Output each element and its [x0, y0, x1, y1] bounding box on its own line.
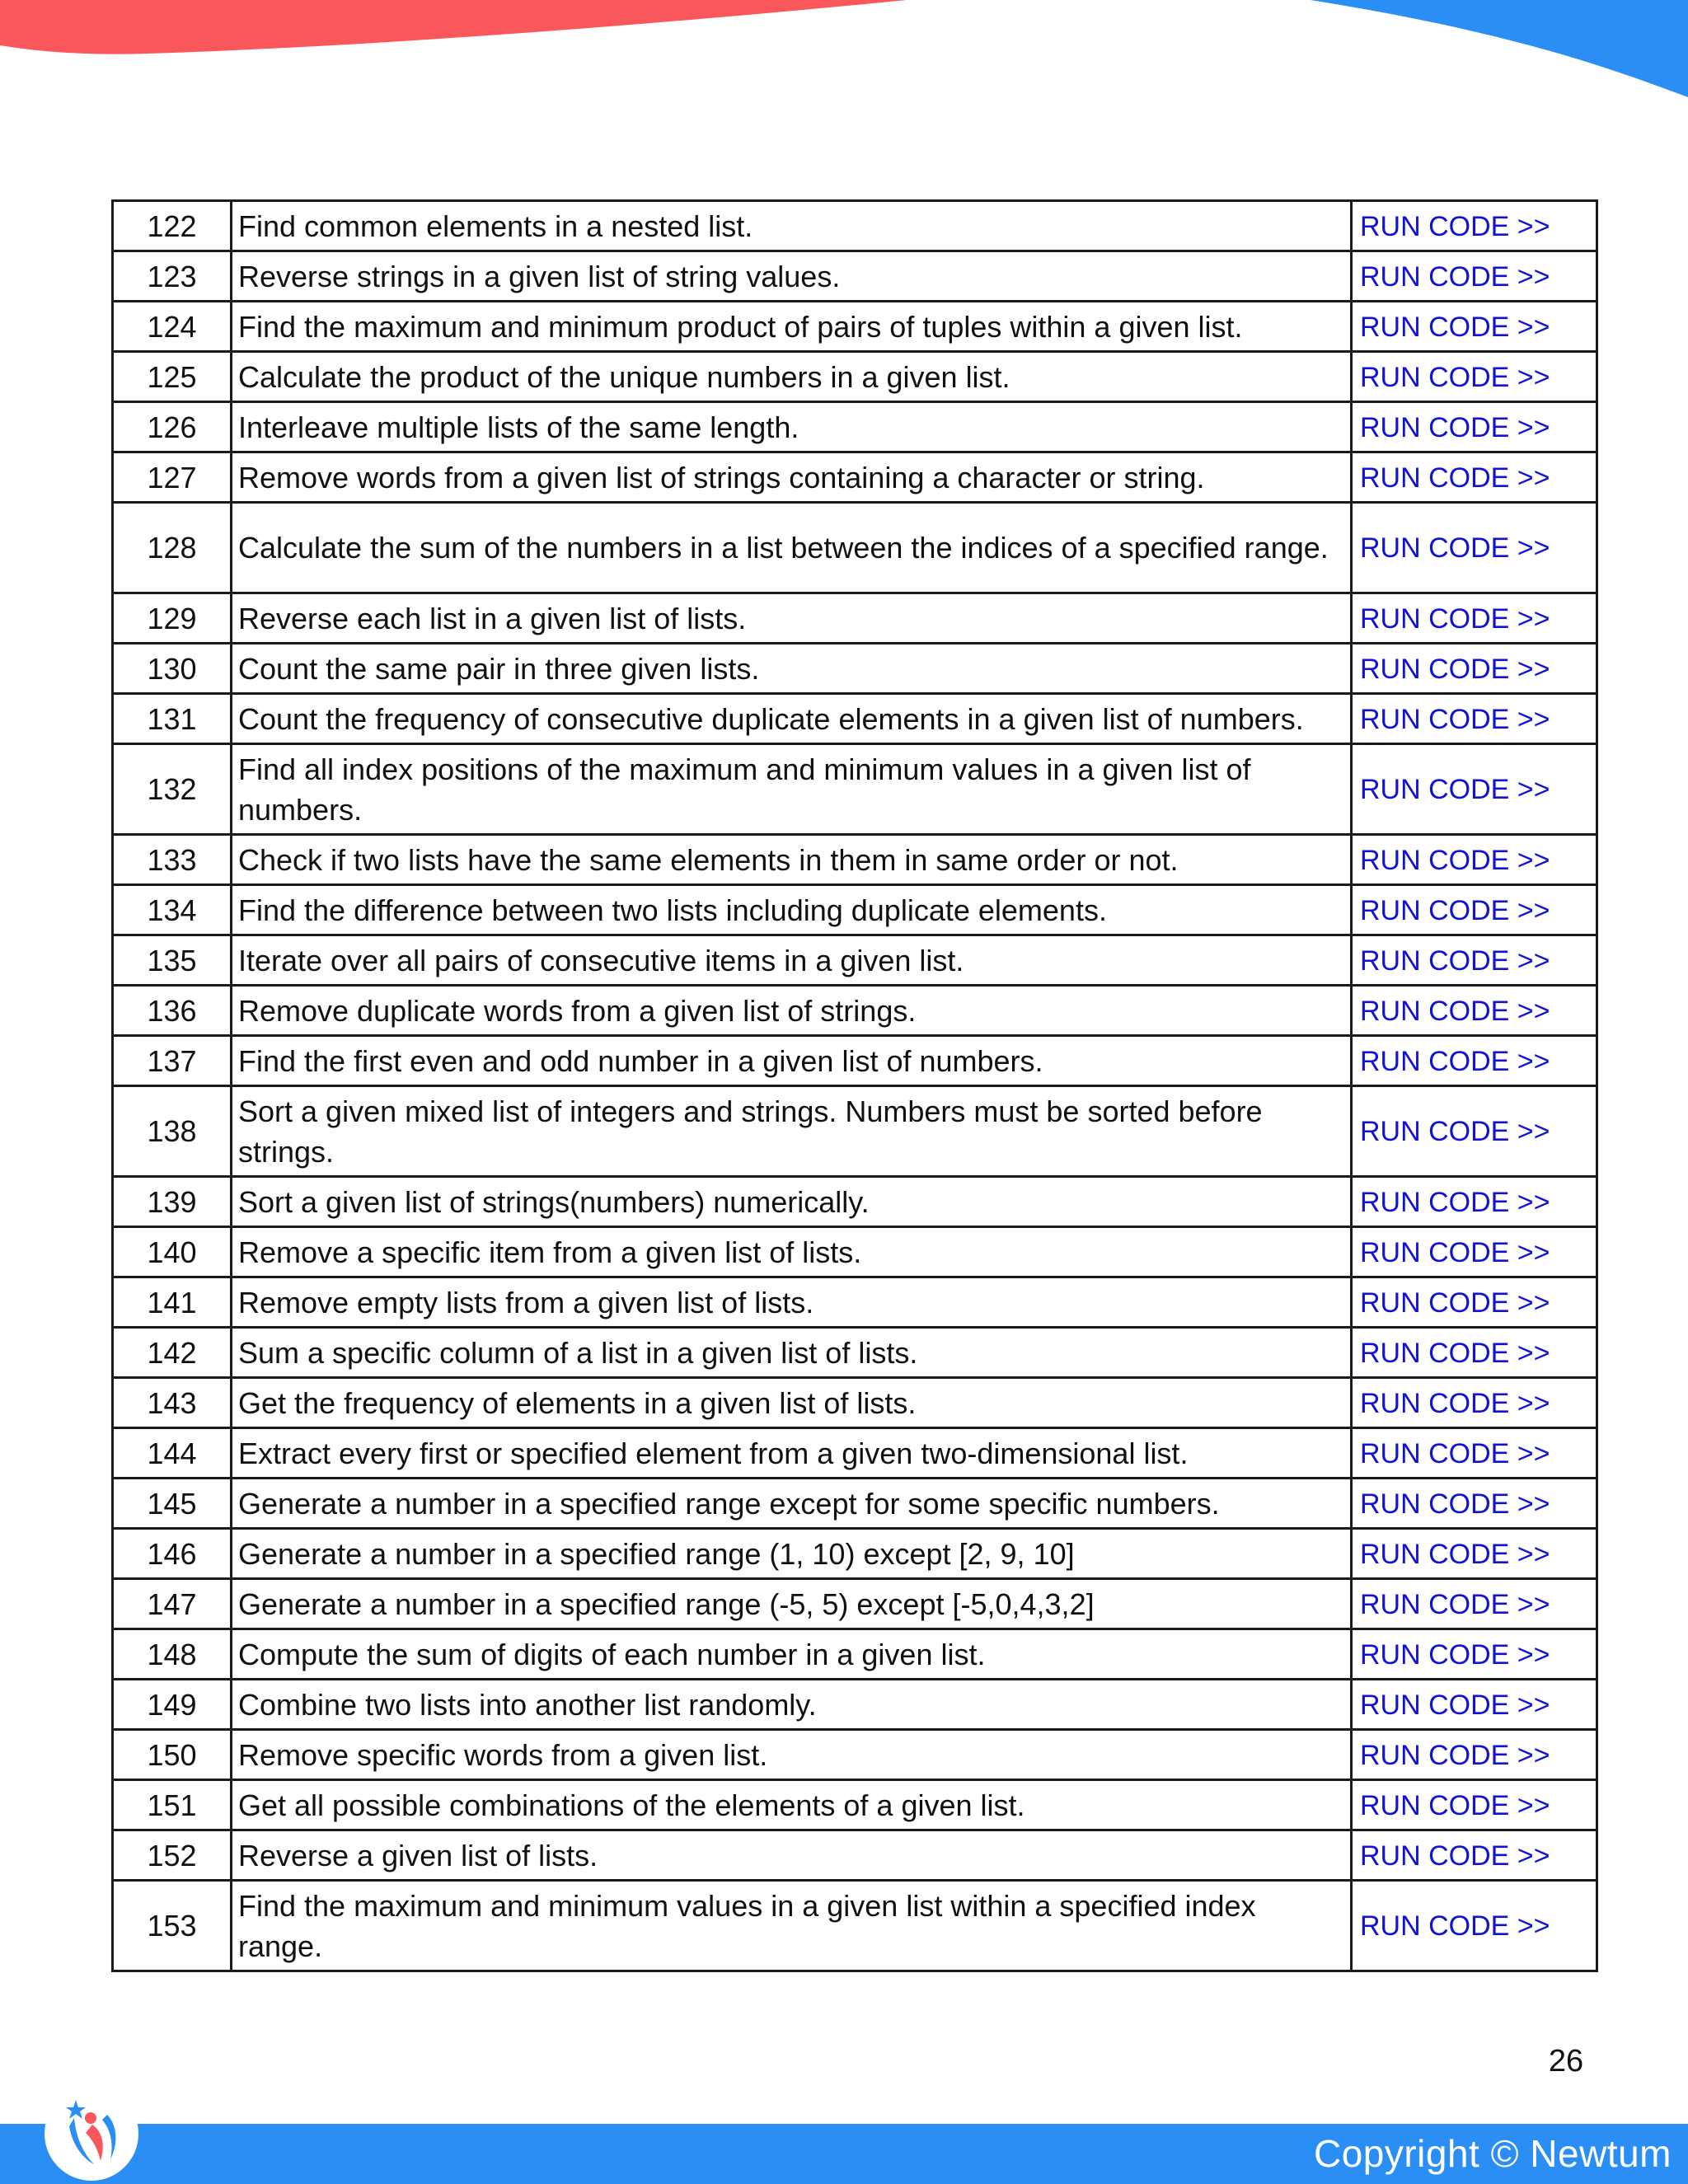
run-code-link[interactable]: RUN CODE >>: [1360, 260, 1550, 293]
exercise-description: Remove duplicate words from a given list of strings.: [232, 986, 1352, 1036]
table-row: [113, 744, 1597, 835]
table-row: [113, 644, 1597, 694]
exercise-description: Calculate the sum of the numbers in a list between the indices of a specified range.: [232, 503, 1352, 593]
run-code-cell: [1352, 1177, 1597, 1227]
run-code-link[interactable]: RUN CODE >>: [1360, 1910, 1550, 1942]
exercise-description: Find all index positions of the maximum and minimum values in a given list of numbers.: [232, 744, 1352, 835]
exercise-description: Sum a specific column of a list in a given list of lists.: [232, 1328, 1352, 1378]
run-code-link[interactable]: RUN CODE >>: [1360, 1588, 1550, 1620]
exercise-number: 123: [113, 251, 232, 302]
run-code-link[interactable]: RUN CODE >>: [1360, 1337, 1550, 1369]
exercise-description: Find the difference between two lists including duplicate elements.: [232, 885, 1352, 935]
table-row: [113, 593, 1597, 644]
exercise-number: 137: [113, 1036, 232, 1086]
run-code-link[interactable]: RUN CODE >>: [1360, 311, 1550, 343]
exercise-description: Iterate over all pairs of consecutive items in a given list.: [232, 935, 1352, 986]
exercise-description: Find the first even and odd number in a given list of numbers.: [232, 1036, 1352, 1086]
run-code-link[interactable]: RUN CODE >>: [1360, 995, 1550, 1027]
run-code-link[interactable]: RUN CODE >>: [1360, 1538, 1550, 1570]
run-code-link[interactable]: RUN CODE >>: [1360, 1437, 1550, 1469]
exercise-number: 140: [113, 1227, 232, 1277]
exercise-number: 141: [113, 1277, 232, 1328]
exercise-number: 127: [113, 452, 232, 503]
run-code-cell: [1352, 694, 1597, 744]
run-code-cell: [1352, 1479, 1597, 1529]
run-code-link[interactable]: RUN CODE >>: [1360, 944, 1550, 977]
run-code-link[interactable]: RUN CODE >>: [1360, 1638, 1550, 1671]
table-row: [113, 1277, 1597, 1328]
copyright-text: Copyright © Newtum: [1313, 2132, 1672, 2175]
exercise-description: Find the maximum and minimum values in a given list within a specified index range.: [232, 1881, 1352, 1971]
exercise-number: 142: [113, 1328, 232, 1378]
run-code-cell: [1352, 302, 1597, 352]
run-code-cell: [1352, 1881, 1597, 1971]
run-code-link[interactable]: RUN CODE >>: [1360, 1488, 1550, 1520]
run-code-link[interactable]: RUN CODE >>: [1360, 210, 1550, 242]
exercise-number: 151: [113, 1780, 232, 1830]
run-code-cell: [1352, 1780, 1597, 1830]
run-code-link[interactable]: RUN CODE >>: [1360, 1689, 1550, 1721]
table-row: [113, 1579, 1597, 1629]
exercise-number: 126: [113, 402, 232, 452]
run-code-link[interactable]: RUN CODE >>: [1360, 1116, 1550, 1147]
exercise-number: 144: [113, 1428, 232, 1479]
exercise-description: Find the maximum and minimum product of pairs of tuples within a given list.: [232, 302, 1352, 352]
table-row: [113, 503, 1597, 593]
exercise-description: Reverse a given list of lists.: [232, 1830, 1352, 1881]
exercise-number: 125: [113, 352, 232, 402]
exercise-number: 143: [113, 1378, 232, 1428]
exercise-description: Sort a given mixed list of integers and strings. Numbers must be sorted before strings.: [232, 1086, 1352, 1177]
exercise-description: Find common elements in a nested list.: [232, 201, 1352, 251]
exercise-description: Check if two lists have the same elements in them in same order or not.: [232, 835, 1352, 885]
table-row: [113, 1086, 1597, 1177]
run-code-cell: [1352, 593, 1597, 644]
exercise-description: Count the frequency of consecutive duplicate elements in a given list of numbers.: [232, 694, 1352, 744]
exercise-number: 147: [113, 1579, 232, 1629]
run-code-cell: [1352, 352, 1597, 402]
table-row: [113, 452, 1597, 503]
table-row: [113, 251, 1597, 302]
run-code-cell: [1352, 1378, 1597, 1428]
table-row: [113, 694, 1597, 744]
run-code-link[interactable]: RUN CODE >>: [1360, 1387, 1550, 1419]
run-code-cell: [1352, 452, 1597, 503]
exercise-description: Get the frequency of elements in a given list of lists.: [232, 1378, 1352, 1428]
exercise-number: 146: [113, 1529, 232, 1579]
table-row: [113, 1780, 1597, 1830]
run-code-cell: [1352, 1428, 1597, 1479]
run-code-cell: [1352, 885, 1597, 935]
newtum-logo-icon: [43, 2085, 140, 2182]
exercise-number: 145: [113, 1479, 232, 1529]
table-row: [113, 201, 1597, 251]
exercise-number: 122: [113, 201, 232, 251]
exercise-description: Combine two lists into another list randomly.: [232, 1680, 1352, 1730]
table-row: [113, 1881, 1597, 1971]
table-row: [113, 1730, 1597, 1780]
exercise-number: 135: [113, 935, 232, 986]
exercise-table-body: [113, 201, 1597, 1971]
table-row: [113, 1177, 1597, 1227]
table-row: [113, 1529, 1597, 1579]
table-row: [113, 352, 1597, 402]
run-code-link[interactable]: RUN CODE >>: [1360, 1739, 1550, 1771]
exercise-number: 152: [113, 1830, 232, 1881]
run-code-cell: [1352, 935, 1597, 986]
exercise-number: 124: [113, 302, 232, 352]
run-code-link[interactable]: RUN CODE >>: [1360, 1789, 1550, 1821]
run-code-cell: [1352, 1227, 1597, 1277]
exercise-number: 139: [113, 1177, 232, 1227]
exercise-description: Remove a specific item from a given list of lists.: [232, 1227, 1352, 1277]
table-row: [113, 1036, 1597, 1086]
run-code-cell: [1352, 1036, 1597, 1086]
run-code-link[interactable]: RUN CODE >>: [1360, 602, 1550, 635]
exercise-description: Remove words from a given list of strings containing a character or string.: [232, 452, 1352, 503]
exercise-description: Remove empty lists from a given list of lists.: [232, 1277, 1352, 1328]
table-row: [113, 1680, 1597, 1730]
exercise-description: Generate a number in a specified range except for some specific numbers.: [232, 1479, 1352, 1529]
blue-wave-shape: [1311, 0, 1688, 97]
exercise-number: 153: [113, 1881, 232, 1971]
table-row: [113, 885, 1597, 935]
exercise-number: 149: [113, 1680, 232, 1730]
exercise-description: Interleave multiple lists of the same length.: [232, 402, 1352, 452]
run-code-cell: [1352, 1277, 1597, 1328]
run-code-cell: [1352, 744, 1597, 835]
exercise-number: 128: [113, 503, 232, 593]
table-row: [113, 302, 1597, 352]
run-code-cell: [1352, 251, 1597, 302]
run-code-link[interactable]: RUN CODE >>: [1360, 703, 1550, 735]
run-code-cell: [1352, 1328, 1597, 1378]
table-row: [113, 986, 1597, 1036]
run-code-link[interactable]: RUN CODE >>: [1360, 1186, 1550, 1218]
exercise-number: 148: [113, 1629, 232, 1680]
exercise-number: 130: [113, 644, 232, 694]
exercise-description: Calculate the product of the unique numbers in a given list.: [232, 352, 1352, 402]
table-row: [113, 1830, 1597, 1881]
exercise-number: 136: [113, 986, 232, 1036]
exercise-description: Reverse each list in a given list of lists.: [232, 593, 1352, 644]
run-code-cell: [1352, 1086, 1597, 1177]
run-code-cell: [1352, 644, 1597, 694]
exercise-description: Sort a given list of strings(numbers) numerically.: [232, 1177, 1352, 1227]
exercise-description: Compute the sum of digits of each number in a given list.: [232, 1629, 1352, 1680]
run-code-link[interactable]: RUN CODE >>: [1360, 1236, 1550, 1268]
exercise-number: 138: [113, 1086, 232, 1177]
red-wave-shape: [0, 0, 907, 54]
table-row: [113, 402, 1597, 452]
run-code-cell: [1352, 1830, 1597, 1881]
page-number: 26: [1548, 2044, 1584, 2079]
table-row: [113, 935, 1597, 986]
run-code-cell: [1352, 402, 1597, 452]
run-code-cell: [1352, 1529, 1597, 1579]
run-code-cell: [1352, 201, 1597, 251]
run-code-cell: [1352, 1680, 1597, 1730]
exercise-description: Generate a number in a specified range (1, 10) except [2, 9, 10]: [232, 1529, 1352, 1579]
exercise-number: 131: [113, 694, 232, 744]
run-code-cell: [1352, 503, 1597, 593]
table-row: [113, 1378, 1597, 1428]
table-row: [113, 1629, 1597, 1680]
exercise-number: 129: [113, 593, 232, 644]
run-code-cell: [1352, 986, 1597, 1036]
exercise-description: Remove specific words from a given list.: [232, 1730, 1352, 1780]
run-code-link[interactable]: RUN CODE >>: [1360, 411, 1550, 443]
run-code-link[interactable]: RUN CODE >>: [1360, 894, 1550, 926]
run-code-link[interactable]: RUN CODE >>: [1360, 844, 1550, 876]
run-code-link[interactable]: RUN CODE >>: [1360, 532, 1550, 564]
exercise-number: 133: [113, 835, 232, 885]
exercise-description: Extract every first or specified element from a given two-dimensional list.: [232, 1428, 1352, 1479]
exercise-description: Get all possible combinations of the elements of a given list.: [232, 1780, 1352, 1830]
table-row: [113, 1428, 1597, 1479]
run-code-link[interactable]: RUN CODE >>: [1360, 653, 1550, 685]
run-code-cell: [1352, 1629, 1597, 1680]
run-code-link[interactable]: RUN CODE >>: [1360, 361, 1550, 393]
exercise-description: Count the same pair in three given lists.: [232, 644, 1352, 694]
run-code-link[interactable]: RUN CODE >>: [1360, 1045, 1550, 1077]
run-code-link[interactable]: RUN CODE >>: [1360, 462, 1550, 494]
run-code-cell: [1352, 1730, 1597, 1780]
exercise-table: [111, 199, 1598, 1972]
header-decoration: [0, 0, 1688, 107]
run-code-link[interactable]: RUN CODE >>: [1360, 774, 1550, 805]
table-row: [113, 835, 1597, 885]
run-code-link[interactable]: RUN CODE >>: [1360, 1286, 1550, 1319]
exercise-number: 134: [113, 885, 232, 935]
run-code-link[interactable]: RUN CODE >>: [1360, 1840, 1550, 1872]
table-row: [113, 1479, 1597, 1529]
table-row: [113, 1227, 1597, 1277]
exercise-description: Reverse strings in a given list of string values.: [232, 251, 1352, 302]
run-code-cell: [1352, 1579, 1597, 1629]
table-row: [113, 1328, 1597, 1378]
exercise-number: 150: [113, 1730, 232, 1780]
exercise-number: 132: [113, 744, 232, 835]
exercise-description: Generate a number in a specified range (-5, 5) except [-5,0,4,3,2]: [232, 1579, 1352, 1629]
run-code-cell: [1352, 835, 1597, 885]
